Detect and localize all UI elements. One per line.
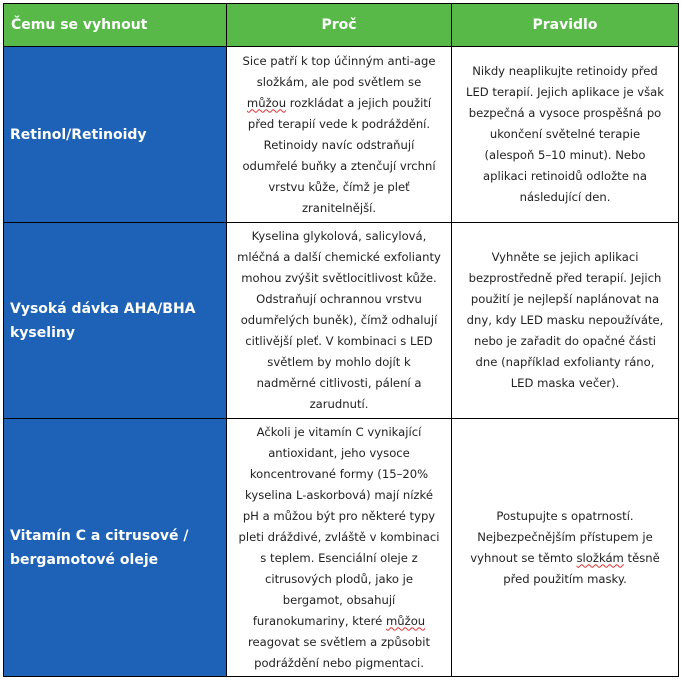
- row-name-line: Vitamín C a citrusové /: [10, 527, 189, 544]
- why-line: mléčná a další chemické exfolianty: [237, 250, 441, 264]
- spellcheck-word: můžou: [246, 95, 287, 110]
- comparison-table: [3, 3, 679, 677]
- why-line: odumřelých buněk), čímž odhalují: [240, 313, 438, 327]
- row-why-aha-bha: [227, 223, 452, 419]
- table-row: [4, 419, 679, 677]
- row-name: Retinol/Retinoidy: [10, 126, 147, 143]
- row-name-line: Vysoká dávka AHA/BHA: [10, 300, 196, 317]
- why-line: pH a můžou být pro některé typy: [242, 508, 436, 523]
- why-line: citrusových plodů, jako je: [264, 571, 414, 586]
- rule-line: dne (například exfolianty ráno,: [475, 355, 655, 369]
- header-row: [4, 4, 679, 47]
- why-line: před terapií vede k podráždění.: [247, 116, 431, 131]
- why-line: antioxidant, jeho vysoce: [268, 445, 410, 460]
- why-line: reagovat se světlem a způsobit: [247, 634, 430, 649]
- why-line: pleti dráždivé, zvláště v kombinaci: [238, 529, 440, 544]
- rule-line: (alespoň 5–10 minut). Nebo: [484, 148, 646, 162]
- why-line: složkám, ale pod světlem se: [256, 74, 422, 89]
- why-line: bergamot, obsahují: [282, 592, 396, 607]
- why-line: podráždění nebo pigmentaci.: [254, 655, 424, 670]
- rule-line: vyhnout se těmto: [470, 550, 577, 565]
- why-line: nadměrné citlivosti, pálení a: [256, 376, 422, 390]
- rule-line: bezprostředně před terapií. Jejich: [468, 271, 662, 285]
- why-line: Odstraňují ochrannou vrstvu: [256, 292, 422, 306]
- row-name-line: bergamotové oleje: [10, 551, 159, 568]
- rule-line: použití je nejlepší naplánovat na: [470, 292, 660, 306]
- why-line: mohou zvýšit světlocitlivost kůže.: [241, 271, 437, 285]
- why-line: s teplem. Esenciální oleje z: [260, 550, 418, 565]
- why-line: Ačkoli je vitamín C vynikající: [256, 424, 422, 439]
- row-name-vitamin-c: [4, 419, 227, 677]
- why-line: vrstvu kůže, čímž je pleť: [268, 179, 410, 194]
- header-avoid: Čemu se vyhnout: [4, 4, 227, 47]
- row-rule-aha-bha: [452, 223, 679, 419]
- rule-line: aplikaci retinoidů odložte na: [483, 169, 647, 183]
- row-rule-retinol: [452, 47, 679, 223]
- row-rule-vitamin-c: [452, 419, 679, 677]
- header-rule: Pravidlo: [452, 4, 679, 47]
- why-line: citlivější pleť. V kombinaci s LED: [245, 334, 433, 348]
- table-row: [4, 223, 679, 419]
- rule-line: následující den.: [519, 190, 611, 204]
- why-line: Sice patří k top účinným anti-age: [242, 53, 436, 68]
- rule-line: LED terapií. Jejich aplikace je však: [466, 85, 664, 99]
- row-name-retinol: [4, 47, 227, 223]
- rule-line: Nejbezpečnějším přístupem je: [477, 529, 653, 544]
- table-row: [4, 47, 679, 223]
- why-line: Kyselina glykolová, salicylová,: [251, 229, 427, 243]
- why-line: rozkládat a jejich použití: [286, 95, 432, 110]
- rule-line: Postupujte s opatrností.: [496, 508, 634, 523]
- spellcheck-word: složkám: [576, 550, 624, 565]
- row-name-line: kyseliny: [10, 324, 75, 341]
- rule-line: ukončení světelné terapie: [489, 127, 641, 141]
- why-line: koncentrované formy (15–20%: [249, 466, 429, 481]
- header-why: Proč: [227, 4, 452, 47]
- rule-line: Nikdy neaplikujte retinoidy před: [472, 64, 658, 78]
- why-line: světlem by mohlo dojít k: [267, 355, 411, 369]
- row-name-aha-bha: [4, 223, 227, 419]
- row-why-vitamin-c: [227, 419, 452, 677]
- why-line: zarudnutí.: [309, 397, 369, 411]
- rule-line: nebo je zařadit do opačné části: [473, 334, 657, 348]
- why-line: odumřelé buňky a ztenčují vrchní: [242, 158, 436, 173]
- why-line: Retinoidy navíc odstraňují: [263, 137, 415, 152]
- why-line: furanokumariny, které: [252, 613, 386, 628]
- rule-line: těsně: [623, 550, 660, 565]
- why-line: kyselina L-askorbová) mají nízké: [245, 487, 433, 502]
- spellcheck-word: můžou: [385, 613, 426, 628]
- rule-line: LED maska večer).: [510, 376, 620, 390]
- row-why-retinol: [227, 47, 452, 223]
- rule-line: bezpečná a vysoce prospěšná po: [468, 106, 662, 120]
- rule-line: dny, kdy LED masku nepoužíváte,: [466, 313, 664, 327]
- why-line: zranitelnější.: [301, 200, 377, 215]
- rule-line: Vyhněte se jejich aplikaci: [491, 250, 639, 264]
- rule-line: před použitím masky.: [503, 571, 627, 586]
